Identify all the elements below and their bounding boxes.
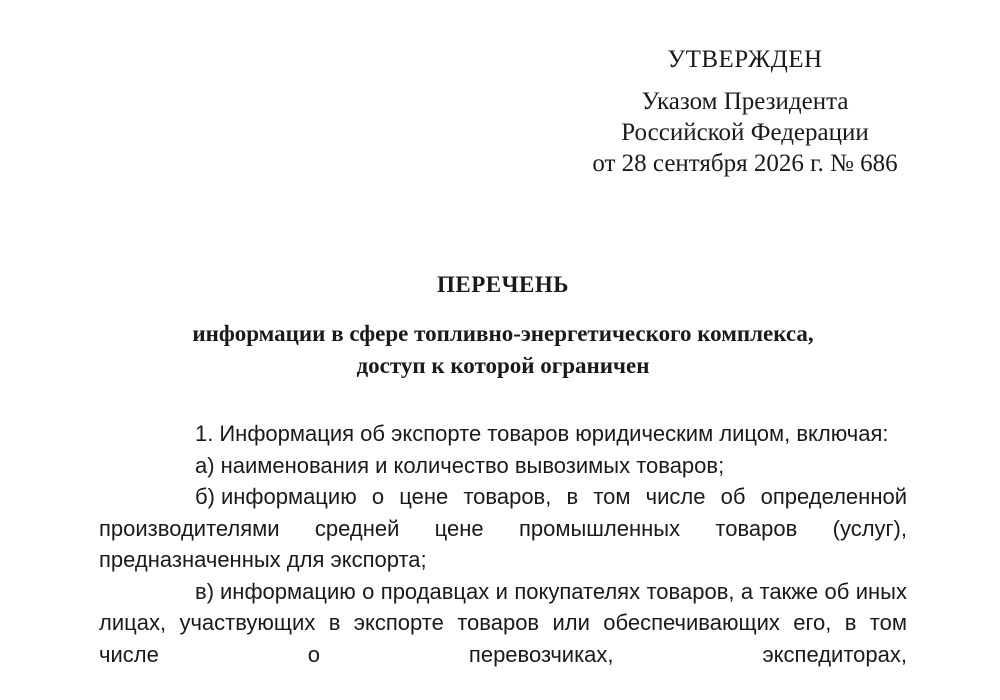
item-text: информацию о цене товаров, в том числе об определенной производителями средней цене промышленных товаров (услуг), предназначенных для экспорта;: [99, 484, 907, 572]
item-number: в): [195, 578, 215, 604]
item-number: 1.: [195, 421, 214, 446]
approval-block: [575, 44, 915, 179]
list-item-b: [99, 481, 907, 576]
list-item-a: [99, 450, 907, 482]
title-heading: ПЕРЕЧЕНЬ: [437, 272, 569, 297]
list-item-1: [99, 418, 907, 450]
approval-line: Указом Президента: [641, 88, 849, 115]
item-text: наименования и количество вывозимых товаров;: [220, 452, 725, 478]
approval-line: Российской Федерации: [621, 119, 869, 146]
item-number: б): [195, 484, 215, 509]
item-text: информацию о продавцах и покупателях товаров, а также об иных лицах, участвующих в экспорте товаров или обеспечивающих его, в том числе о перевозчиках, экспедиторах,: [99, 578, 907, 667]
item-text: Информация об экспорте товаров юридическим лицом, включая:: [219, 421, 889, 446]
document-body: [99, 418, 907, 670]
title-subtitle-line: информации в сфере топливно-энергетического комплекса,: [192, 321, 814, 346]
list-item-v: [99, 576, 907, 671]
document-title: [100, 270, 906, 382]
item-number: а): [195, 452, 215, 478]
title-subtitle-line: доступ к которой ограничен: [356, 353, 650, 378]
approval-date-line: от 28 сентября 2026 г. № 686: [592, 150, 898, 177]
approval-stamp: УТВЕРЖДЕН: [667, 46, 823, 73]
